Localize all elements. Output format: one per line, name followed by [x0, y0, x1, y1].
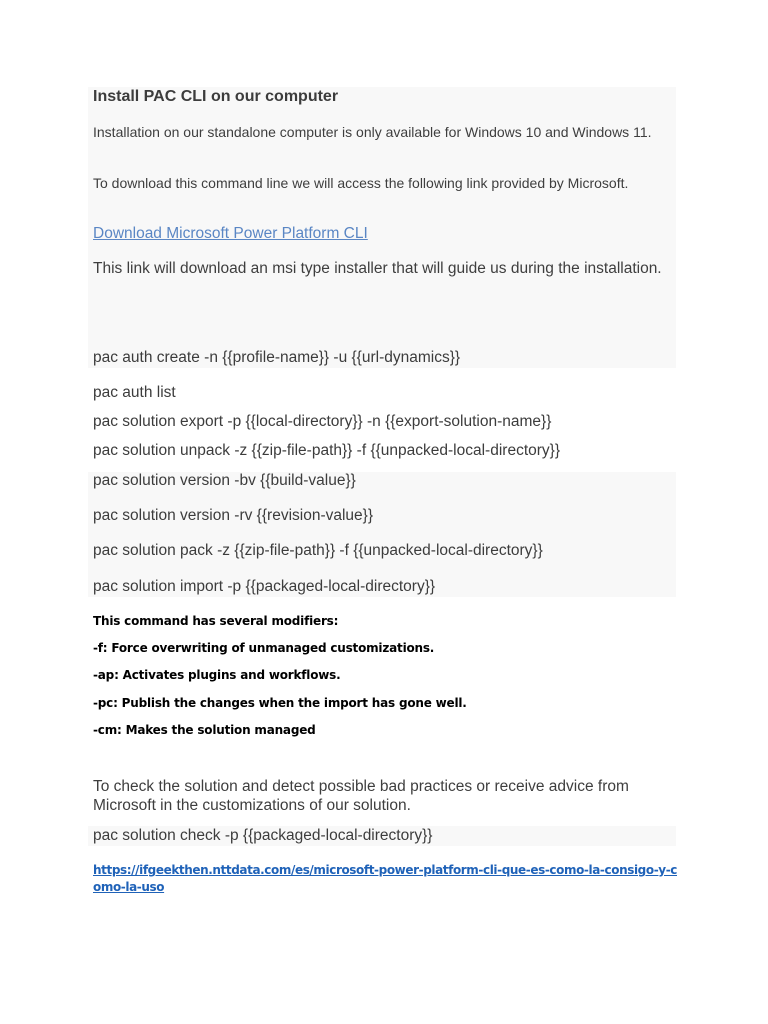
section-title: Install PAC CLI on our computer	[93, 88, 339, 105]
command-auth-create: pac auth create -n {{profile-name}} -u {{url-dynamics}}	[93, 349, 461, 366]
command-solution-import: pac solution import -p {{packaged-local-directory}}	[93, 578, 436, 595]
command-solution-check: pac solution check -p {{packaged-local-directory}}	[93, 827, 433, 844]
modifiers-heading: This command has several modifiers:	[93, 614, 339, 628]
modifier-ap: -ap: Activates plugins and workflows.	[93, 668, 341, 682]
download-cli-link[interactable]: Download Microsoft Power Platform CLI	[93, 225, 368, 242]
command-version-revision: pac solution version -rv {{revision-value}}	[93, 507, 374, 524]
reference-url-link[interactable]: https://ifgeekthen.nttdata.com/es/microsoft-power-platform-cli-que-es-como-la-consigo-y-como-la-uso	[93, 863, 677, 894]
intro-paragraph-windows: Installation on our standalone computer is only available for Windows 10 and Windows 11.	[93, 124, 652, 140]
modifier-cm: -cm: Makes the solution managed	[93, 723, 316, 737]
command-version-build: pac solution version -bv {{build-value}}	[93, 472, 356, 489]
check-paragraph: To check the solution and detect possible bad practices or receive advice from Microsoft in the customizations of our solution.	[93, 778, 629, 814]
modifier-f: -f: Force overwriting of unmanaged customizations.	[93, 641, 435, 655]
command-auth-list: pac auth list	[93, 384, 176, 401]
modifier-pc: -pc: Publish the changes when the import has gone well.	[93, 696, 467, 710]
installer-note: This link will download an msi type installer that will guide us during the installation.	[93, 260, 662, 277]
command-solution-export: pac solution export -p {{local-directory}} -n {{export-solution-name}}	[93, 413, 552, 430]
command-solution-unpack: pac solution unpack -z {{zip-file-path}} -f {{unpacked-local-directory}}	[93, 442, 561, 459]
command-solution-pack: pac solution pack -z {{zip-file-path}} -f {{unpacked-local-directory}}	[93, 542, 543, 559]
intro-paragraph-download: To download this command line we will access the following link provided by Microsoft.	[93, 175, 629, 191]
